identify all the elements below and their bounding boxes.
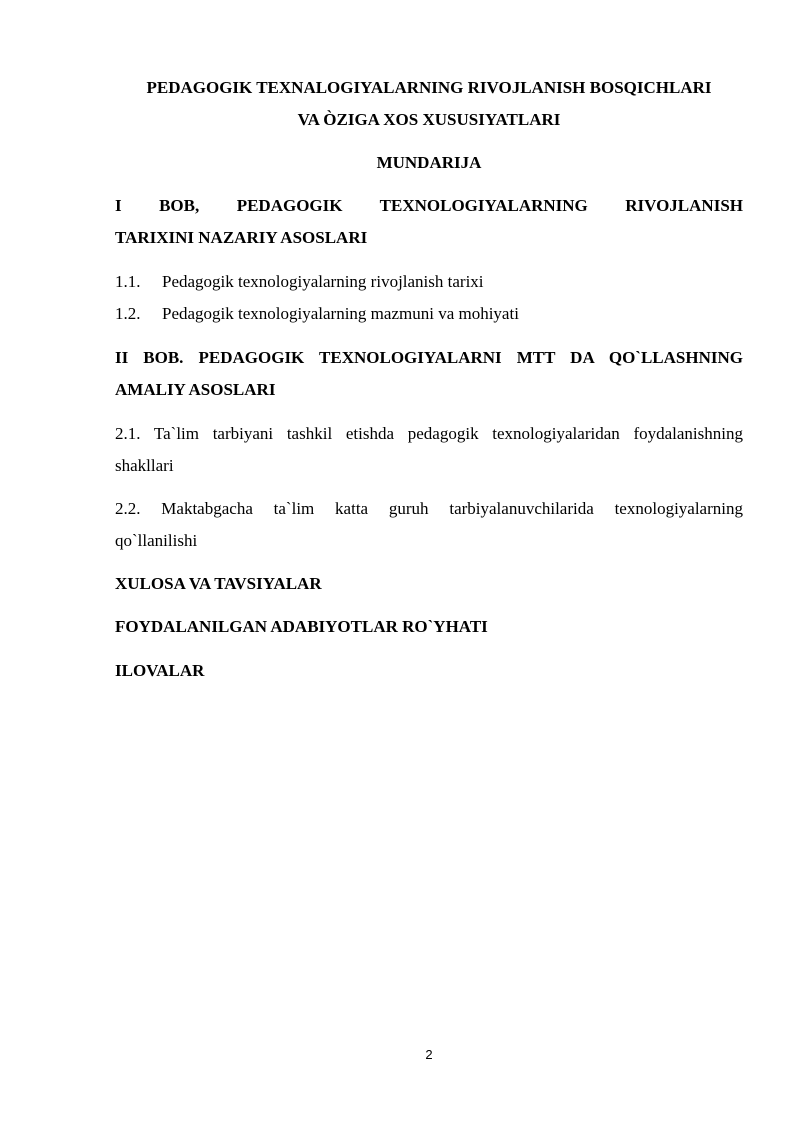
chapter-1-heading-line-2: TARIXINI NAZARIY ASOSLARI bbox=[115, 228, 368, 247]
contents-item-2-2 bbox=[115, 493, 743, 557]
contents-item-2-2-line-1: 2.2. Maktabgacha ta`lim katta guruh tarbiyalanuvchilarida texnologiyalarning bbox=[115, 499, 743, 518]
chapter-1-heading bbox=[115, 190, 743, 254]
document-title-line-2: VA ÒZIGA XOS XUSUSIYATLARI bbox=[297, 110, 561, 129]
chapter-2-heading bbox=[115, 342, 743, 406]
contents-item-number: 1.1. bbox=[115, 272, 141, 291]
contents-item-1-1 bbox=[115, 266, 743, 298]
contents-item-number: 1.2. bbox=[115, 304, 141, 323]
appendices-heading: ILOVALAR bbox=[115, 661, 205, 680]
document-page bbox=[115, 0, 743, 1131]
chapter-2-heading-line-1: II BOB. PEDAGOGIK TEXNOLOGIYALARNI MTT DA QO`LLASHNING bbox=[115, 348, 743, 367]
chapter-1-heading-line-1: I BOB, PEDAGOGIK TEXNOLOGIYALARNING RIVOJLANISH bbox=[115, 196, 743, 215]
contents-item-text: Pedagogik texnologiyalarning mazmuni va mohiyati bbox=[162, 304, 519, 323]
chapter-2-heading-line-2: AMALIY ASOSLARI bbox=[115, 380, 276, 399]
contents-item-2-1-line-1: 2.1. Ta`lim tarbiyani tashkil etishda pedagogik texnologiyalaridan foydalanishning bbox=[115, 424, 743, 443]
contents-item-1-2 bbox=[115, 298, 743, 330]
contents-item-text: Pedagogik texnologiyalarning rivojlanish tarixi bbox=[162, 272, 484, 291]
conclusion-heading: XULOSA VA TAVSIYALAR bbox=[115, 574, 322, 593]
contents-heading: MUNDARIJA bbox=[376, 153, 482, 172]
contents-item-2-1-line-2: shakllari bbox=[115, 456, 174, 475]
bibliography-heading: FOYDALANILGAN ADABIYOTLAR RO`YHATI bbox=[115, 617, 488, 636]
document-title-line-1: PEDAGOGIK TEXNALOGIYALARNING RIVOJLANISH BOSQICHLARI bbox=[146, 78, 712, 97]
contents-item-2-2-line-2: qo`llanilishi bbox=[115, 531, 198, 550]
contents-item-2-1 bbox=[115, 418, 743, 482]
page-number: 2 bbox=[425, 1047, 433, 1062]
